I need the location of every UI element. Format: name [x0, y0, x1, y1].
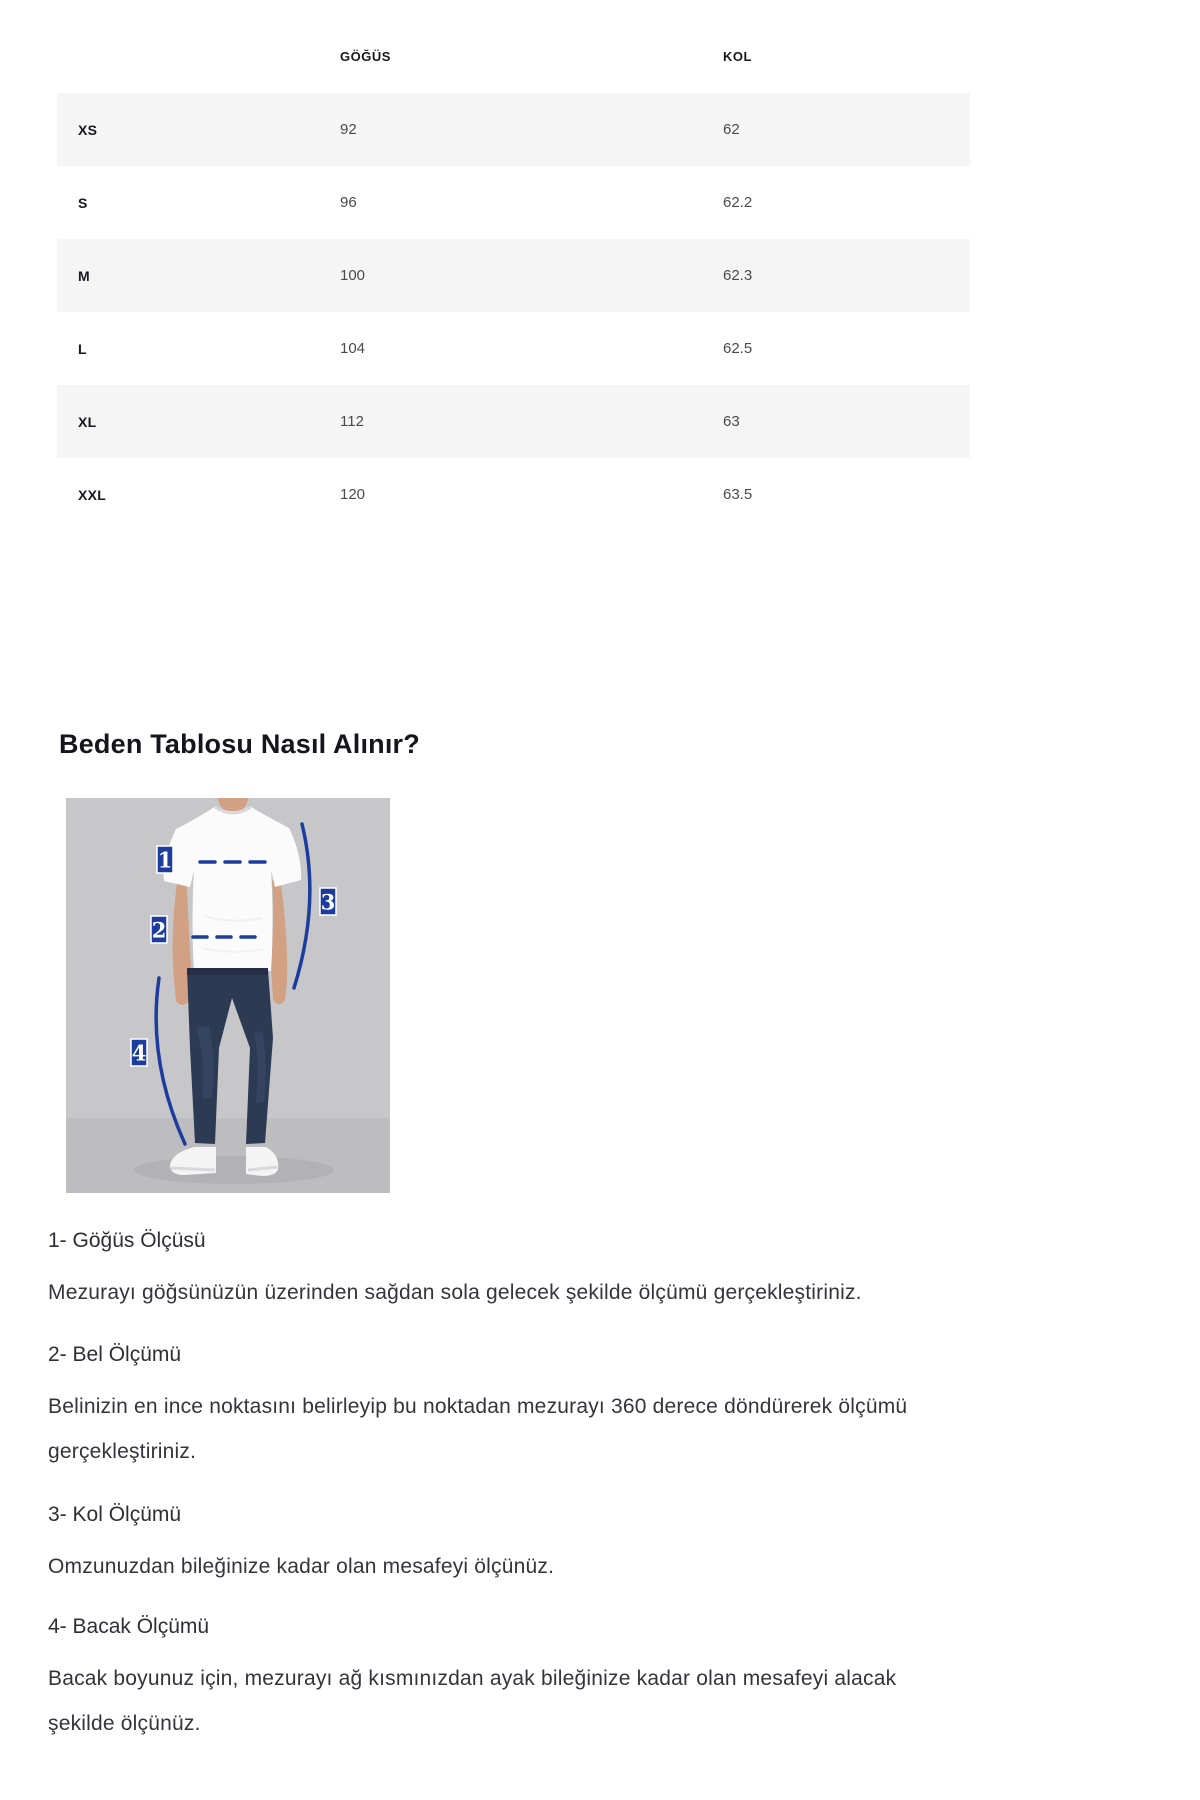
table-row-xl: [57, 385, 970, 458]
size-label: S: [78, 194, 88, 211]
size-table: [57, 20, 970, 531]
column-header-arm: KOL: [723, 49, 752, 64]
size-label: XS: [78, 121, 98, 138]
step-chest: [48, 1228, 1148, 1315]
step-title: 3- Kol Ölçümü: [48, 1503, 182, 1526]
size-label: XL: [78, 413, 97, 430]
chest-value: 120: [340, 486, 366, 503]
step-text: Belinizin en ince noktasını belirleyip bu noktadan mezurayı 360 derece döndürerek ölçümü: [48, 1395, 908, 1418]
step-waist: [48, 1342, 1148, 1474]
size-table-header-row: [57, 20, 970, 93]
step-arm: [48, 1502, 1148, 1589]
step-title: 2- Bel Ölçümü: [48, 1343, 182, 1366]
marker-2-label: 2: [151, 917, 167, 943]
size-label: L: [78, 340, 87, 357]
marker-4-label: 4: [131, 1040, 147, 1066]
step-leg: [48, 1614, 1148, 1746]
step-text: Bacak boyunuz için, mezurayı ağ kısmınızdan ayak bileğinize kadar olan mesafeyi alacak: [48, 1667, 897, 1690]
arm-value: 62.5: [723, 340, 753, 357]
step-text: Mezurayı göğsünüzün üzerinden sağdan sola gelecek şekilde ölçümü gerçekleştiriniz.: [48, 1281, 862, 1304]
table-row-m: [57, 239, 970, 312]
measurement-figure-image: [66, 798, 390, 1193]
arm-value: 63: [723, 413, 740, 430]
chest-value: 112: [340, 413, 364, 430]
marker-3-label: 3: [320, 889, 336, 915]
table-row-s: [57, 166, 970, 239]
step-title: 4- Bacak Ölçümü: [48, 1615, 210, 1638]
guide-heading: Beden Tablosu Nasıl Alınır?: [59, 729, 420, 759]
chest-value: 96: [340, 194, 357, 211]
table-row-xs: [57, 93, 970, 166]
arm-value: 62: [723, 121, 740, 138]
table-row-xxl: [57, 458, 970, 531]
step-text: gerçekleştiriniz.: [48, 1440, 197, 1463]
column-header-chest: GÖĞÜS: [340, 49, 391, 64]
chest-value: 100: [340, 267, 366, 284]
chest-value: 92: [340, 121, 357, 138]
size-label: M: [78, 267, 90, 284]
marker-1-label: 1: [157, 847, 173, 873]
step-text: şekilde ölçünüz.: [48, 1712, 201, 1735]
table-row-l: [57, 312, 970, 385]
arm-value: 62.3: [723, 267, 753, 284]
step-title: 1- Göğüs Ölçüsü: [48, 1229, 206, 1252]
arm-value: 63.5: [723, 486, 753, 503]
floor-shadow: [134, 1156, 334, 1184]
arm-value: 62.2: [723, 194, 753, 211]
size-label: XXL: [78, 486, 107, 503]
step-text: Omzunuzdan bileğinize kadar olan mesafeyi ölçünüz.: [48, 1555, 555, 1578]
chest-value: 104: [340, 340, 366, 357]
